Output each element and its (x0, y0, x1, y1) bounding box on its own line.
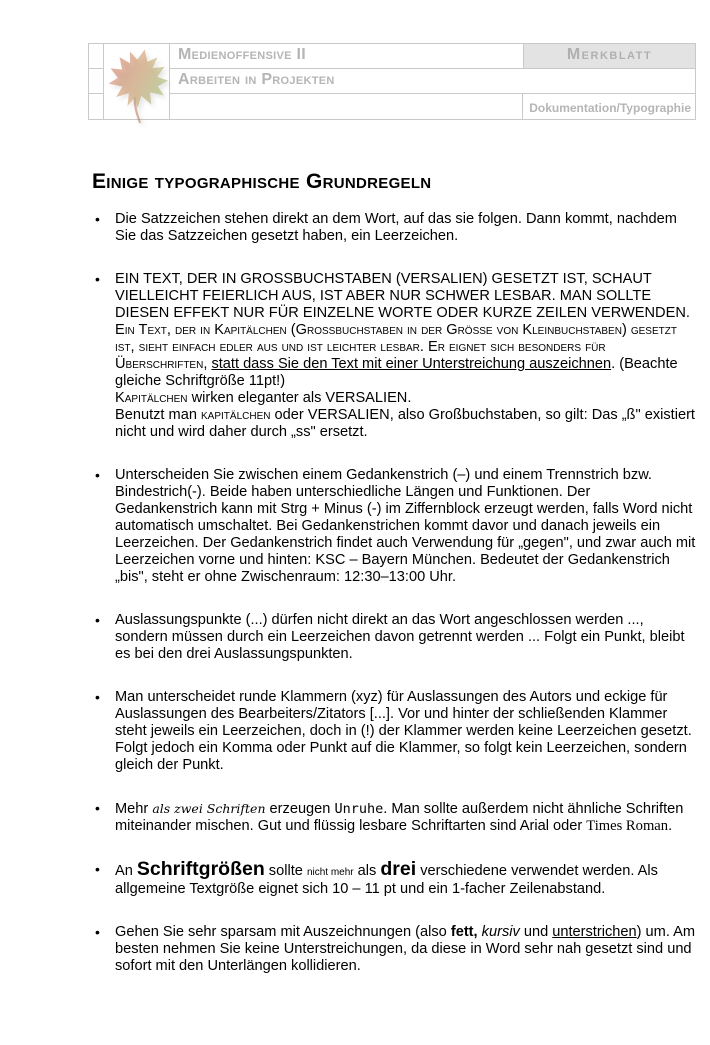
bullet-icon: • (95, 211, 100, 227)
header-left-cell-3 (89, 94, 104, 119)
header-course-title (170, 44, 523, 69)
header-left-cell-2 (89, 69, 104, 94)
merkblatt-badge (523, 44, 695, 69)
logo-cell (104, 44, 170, 119)
header-subtitle-text: Dokumentation/Typographie (529, 101, 691, 115)
list-item-text: EIN TEXT, DER IN GROSSBUCHSTABEN (VERSALIEN) GESETZT IST, SCHAUT VIELLEICHT FEIERLICH AUS, IST ABER NUR SCHWER LESBAR. MAN SOLLTE DIESEN EFFEKT NUR FÜR EINZELNE WORTE ODER KURZE ZEILEN VERWENDEN. Ein Text, der in Kapitälchen (Grossbuchstaben in der Größe von Kleinbuchstaben) gesetzt ist, sieht einfach edler aus und ist leichter lesbar. Er eignet sich besonders für Überschriften, statt dass Sie den Text mit einer Unterstreichung auszeichnen. (Beachte gleiche Schriftgröße 11pt!) Kapitälchen wirken eleganter als VERSALIEN. Benutzt man kapitälchen oder VERSALIEN, also Großbuchstaben, so gilt: Das „ß" existiert nicht und wird daher durch „ss" ersetzt. (115, 271, 695, 440)
list-item (95, 800, 696, 835)
header-subject-title-text: Arbeiten in Projekten (178, 71, 335, 88)
list-item-text: An Schriftgrößen sollte nicht mehr als drei verschiedene verwendet werden. Als allgemeine Textgröße eignet sich 10 – 11 pt und ein 1-facher Zeilenabstand. (115, 858, 658, 897)
bullet-icon: • (95, 467, 100, 483)
list-item-text: Mehr als zwei Schriften erzeugen Unruhe. Man sollte außerdem nicht ähnliche Schriften miteinander mischen. Gut und flüssig lesbare Schriftarten sind Arial oder Times Roman. (115, 801, 684, 834)
header-empty-cell (170, 94, 523, 119)
header-left-cell-1 (89, 44, 104, 69)
maple-leaf-icon (105, 46, 169, 128)
merkblatt-badge-text: Merkblatt (566, 46, 653, 63)
header-course-title-text: Medienoffensive II (178, 46, 307, 63)
list-item (95, 612, 696, 663)
bullet-icon: • (95, 861, 100, 877)
list-item (95, 467, 696, 586)
list-item-text: Man unterscheidet runde Klammern (xyz) für Auslassungen des Autors und eckige für Auslassungen des Bearbeiters/Zitators [...]. Vor und hinter der schließenden Klammer steht jeweils ein Leerzeichen, doch in (!) der Klammer werden keine Leerzeichen gesetzt. Folgt jedoch ein Komma oder Punkt auf die Klammer, so folgt kein Leerzeichen, sondern gleich der Punkt. (115, 689, 692, 773)
rules-list (95, 211, 696, 1001)
list-item (95, 271, 696, 441)
list-item (95, 211, 696, 245)
bullet-icon: • (95, 924, 100, 940)
list-item-text: Die Satzzeichen stehen direkt an dem Wort, auf das sie folgen. Dann kommt, nachdem Sie das Satzzeichen gesetzt haben, ein Leerzeichen. (115, 211, 677, 244)
list-item-text: Gehen Sie sehr sparsam mit Auszeichnungen (also fett, kursiv und unterstrichen) um. Am besten nehmen Sie keine Unterstreichungen, da diese in Word sehr nah gesetzt sind und sofort mit den Unterlängen kollidieren. (115, 924, 696, 974)
bullet-icon: • (95, 612, 100, 628)
list-item (95, 858, 696, 898)
list-item (95, 689, 696, 774)
header-subtitle (523, 94, 695, 119)
bullet-icon: • (95, 271, 100, 287)
list-item-text: Auslassungspunkte (...) dürfen nicht direkt an das Wort angeschlossen werden ..., sondern müssen durch ein Leerzeichen davon getrennt werden ... Folgt ein Punkt, bleibt es bei den drei Auslassungspunkten. (115, 612, 685, 662)
header-table (88, 43, 696, 120)
list-item-text: Unterscheiden Sie zwischen einem Gedankenstrich (–) und einem Trennstrich bzw. Bindestrich(-). Beide haben unterschiedliche Längen und Funktionen. Der Gedankenstrich kann mit Strg + Minus (-) im Ziffernblock erzeugt werden, falls Word nicht automatisch umschaltet. Bei Gedankenstrichen kommt davor und danach jeweils ein Leerzeichen. Der Gedankenstrich findet auch Verwendung für „gegen", und zwar auch mit Leerzeichen vorne und hinten: KSC – Bayern München. Bedeutet der Gedankenstrich „bis", steht er ohne Zwischenraum: 12:30–13:00 Uhr. (115, 467, 696, 585)
page-title: Einige typographische Grundregeln (92, 170, 432, 193)
header-subject-title (170, 69, 695, 94)
list-item (95, 924, 696, 975)
bullet-icon: • (95, 689, 100, 705)
bullet-icon: • (95, 800, 100, 816)
